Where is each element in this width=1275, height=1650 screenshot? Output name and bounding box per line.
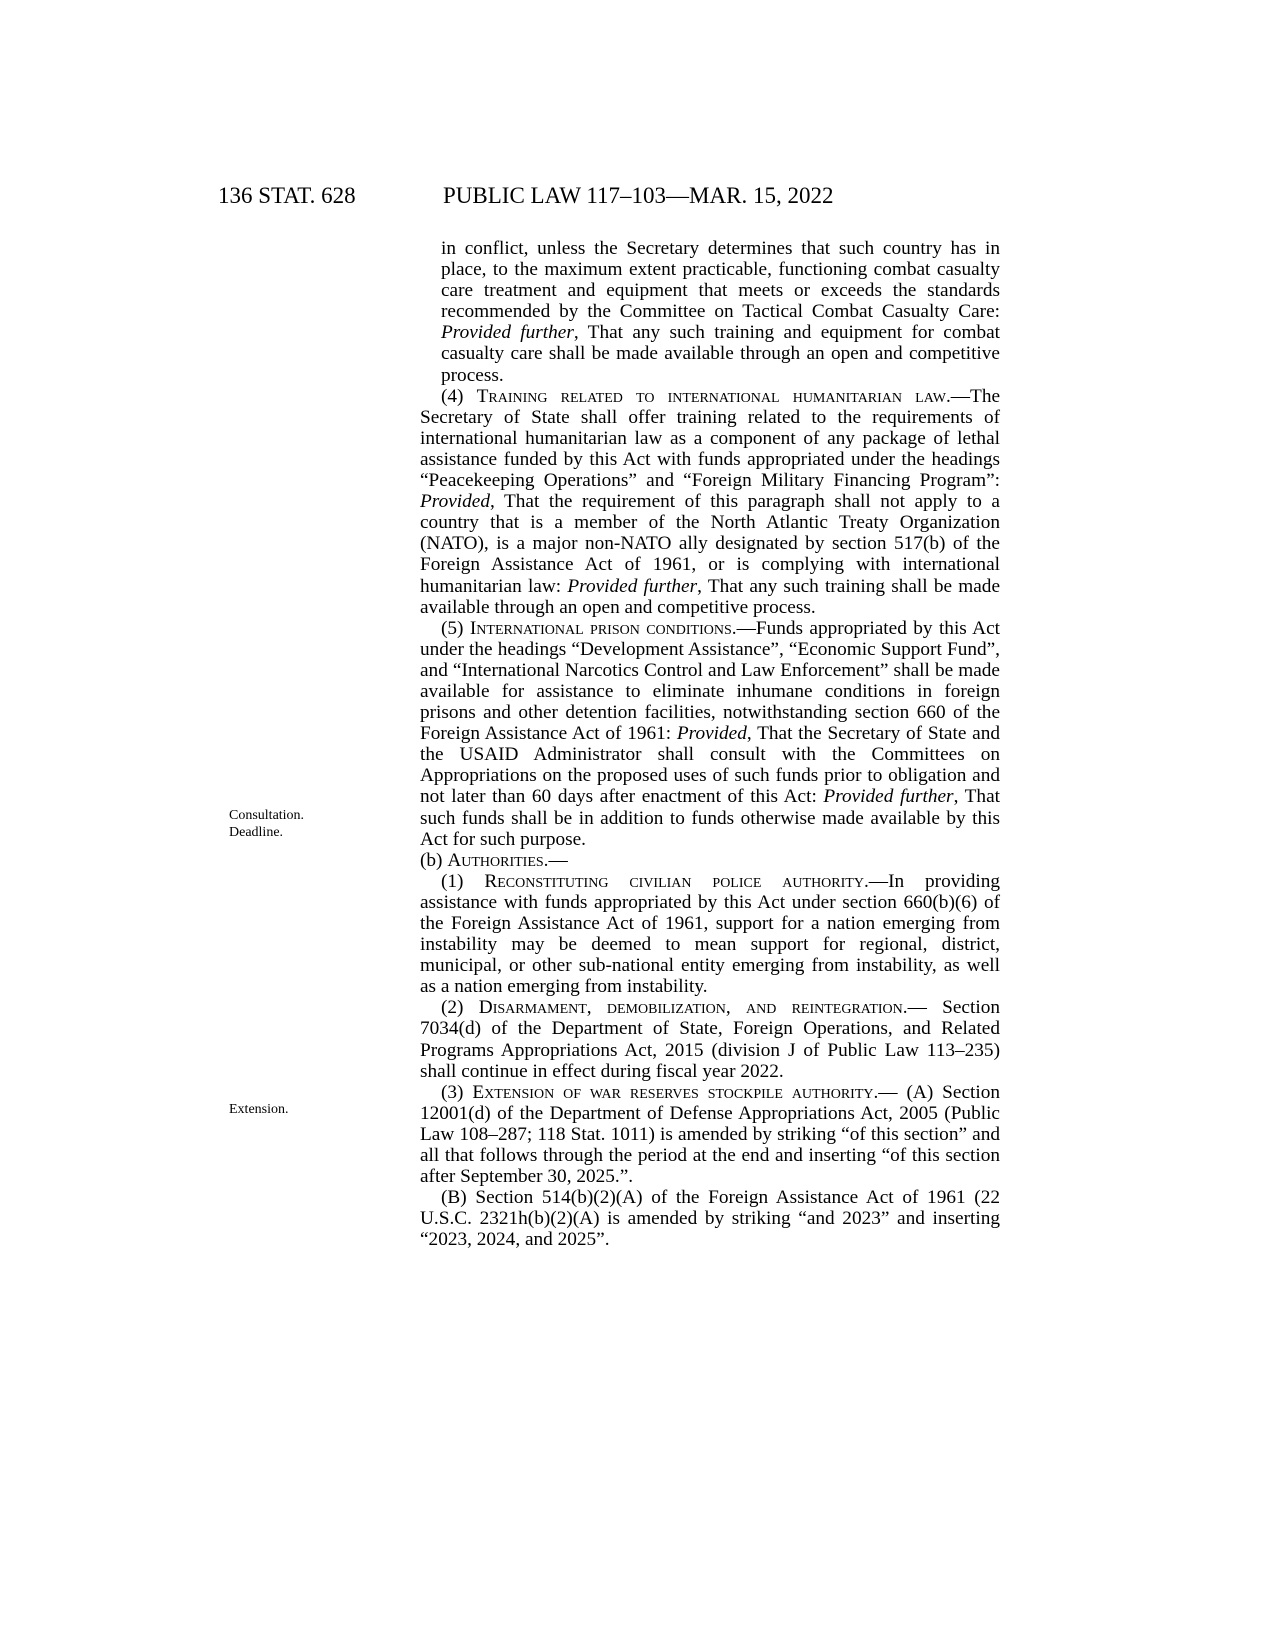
text-run: , That the requirement of this paragraph shall not apply to a country that is a member of the North Atlantic Treaty Organization (NATO), is a major non-NATO ally designated by section 517(b) of the Foreign Assistance Act of 1961, or is complying with international humanitarian law:: [420, 491, 1000, 597]
page-title: PUBLIC LAW 117–103—MAR. 15, 2022: [443, 183, 834, 208]
proviso-italic: Provided: [420, 491, 490, 513]
margin-note-consultation-deadline: [229, 807, 304, 841]
text-run: .—Funds appropriated by this Act under the headings “Development Assistance”, “Economic Support Fund”, and “International Narcotics Control and Law Enforcement” shall be made available for assistance to eliminate inhumane conditions in foreign prisons and other detention facilities, notwithstanding section 660 of the Foreign Assistance Act of 1961:: [420, 617, 1000, 745]
paragraph-number: (5): [441, 617, 470, 639]
text-run: .— Section 7034(d) of the Department of State, Foreign Operations, and Related Programs Appropriations Act, 2015 (division J of Public Law 113–235) shall continue in effect during fiscal year 2022.: [420, 997, 1000, 1082]
subsection-heading: Authorities: [447, 849, 544, 871]
text-run: .—The Secretary of State shall offer training related to the requirements of international humanitarian law as a component of any package of lethal assistance funded by this Act with funds appropriated under the headings “Peacekeeping Operations” and “Foreign Military Financing Program”:: [420, 385, 1001, 492]
paragraph-5-prison-conditions: [420, 618, 1000, 850]
subsection-b-authorities: [420, 850, 1000, 871]
body-text: [420, 238, 1000, 1251]
proviso-italic: Provided further: [567, 575, 698, 597]
text-run: , That such funds shall be in addition to funds otherwise made available by this Act for such purpose.: [420, 786, 1000, 850]
subsection-number: (b): [420, 849, 448, 871]
text-run: (B) Section 514(b)(2)(A) of the Foreign Assistance Act of 1961 (22 U.S.C. 2321h(b)(2)(A) is amended by striking “and 2023” and inserting “2023, 2024, and 2025”.: [420, 1187, 1000, 1251]
paragraph-heading: Training related to international humanitarian law: [476, 385, 946, 407]
text-run: , That any such training and equipment for combat casualty care shall be made available through an open and competitive process.: [441, 322, 1001, 386]
paragraph-heading: International prison conditions: [469, 617, 732, 639]
margin-note-consultation: Consultation.: [229, 808, 305, 823]
paragraph-number: (4): [441, 385, 477, 407]
text-run: , That any such training shall be made available through an open and competitive process.: [420, 575, 1001, 618]
paragraph-3-war-reserves: [420, 1082, 1000, 1187]
margin-note-extension: Extension.: [229, 1102, 289, 1117]
paragraph-2-ddr: [420, 997, 1000, 1081]
proviso-italic: Provided further: [441, 322, 574, 344]
paragraph-number: (3): [441, 1081, 473, 1103]
paragraph-4-training-ihl: [420, 386, 1000, 618]
subparagraph-b-fac-514: [420, 1187, 1000, 1250]
proviso-italic: Provided: [676, 723, 747, 745]
paragraph-heading: Reconstituting civilian police authority: [484, 870, 864, 892]
text-run: .—In providing assistance with funds appropriated by this Act under section 660(b)(6) of the Foreign Assistance Act of 1961, support for a nation emerging from instability may be deemed to mean support for regional, district, municipal, or other sub-national entity emerging from instability, as well as a nation emerging from instability.: [420, 870, 1000, 998]
paragraph-heading: Extension of war reserves stockpile authority: [472, 1081, 874, 1103]
statute-page-number: 136 STAT. 628: [218, 183, 356, 208]
paragraph-1-civilian-police: [420, 871, 1000, 998]
paragraph-number: (2): [441, 997, 479, 1019]
text-run: .—: [543, 849, 568, 871]
text-run: in conflict, unless the Secretary determines that such country has in place, to the maximum extent practicable, functioning combat casualty care treatment and equipment that meets or exceeds the standards recommended by the Committee on Tactical Combat Casualty Care:: [441, 238, 1000, 323]
text-run: .— (A) Section 12001(d) of the Department of Defense Appropriations Act, 2005 (Public Law 108–287; 118 Stat. 1011) is amended by striking “of this section” and all that follows through the period at the end and inserting “of this section after September 30, 2025.”.: [420, 1081, 1001, 1188]
proviso-italic: Provided further: [823, 786, 954, 808]
paragraph-continuation: [420, 238, 1000, 386]
text-run: , That the Secretary of State and the USAID Administrator shall consult with the Committees on Appropriations on the proposed uses of such funds prior to obligation and not later than 60 days after enactment of this Act:: [420, 723, 1000, 808]
paragraph-number: (1): [441, 870, 485, 892]
margin-note-deadline: Deadline.: [229, 825, 284, 840]
paragraph-heading: Disarmament, demobilization, and reintegration: [478, 997, 903, 1019]
